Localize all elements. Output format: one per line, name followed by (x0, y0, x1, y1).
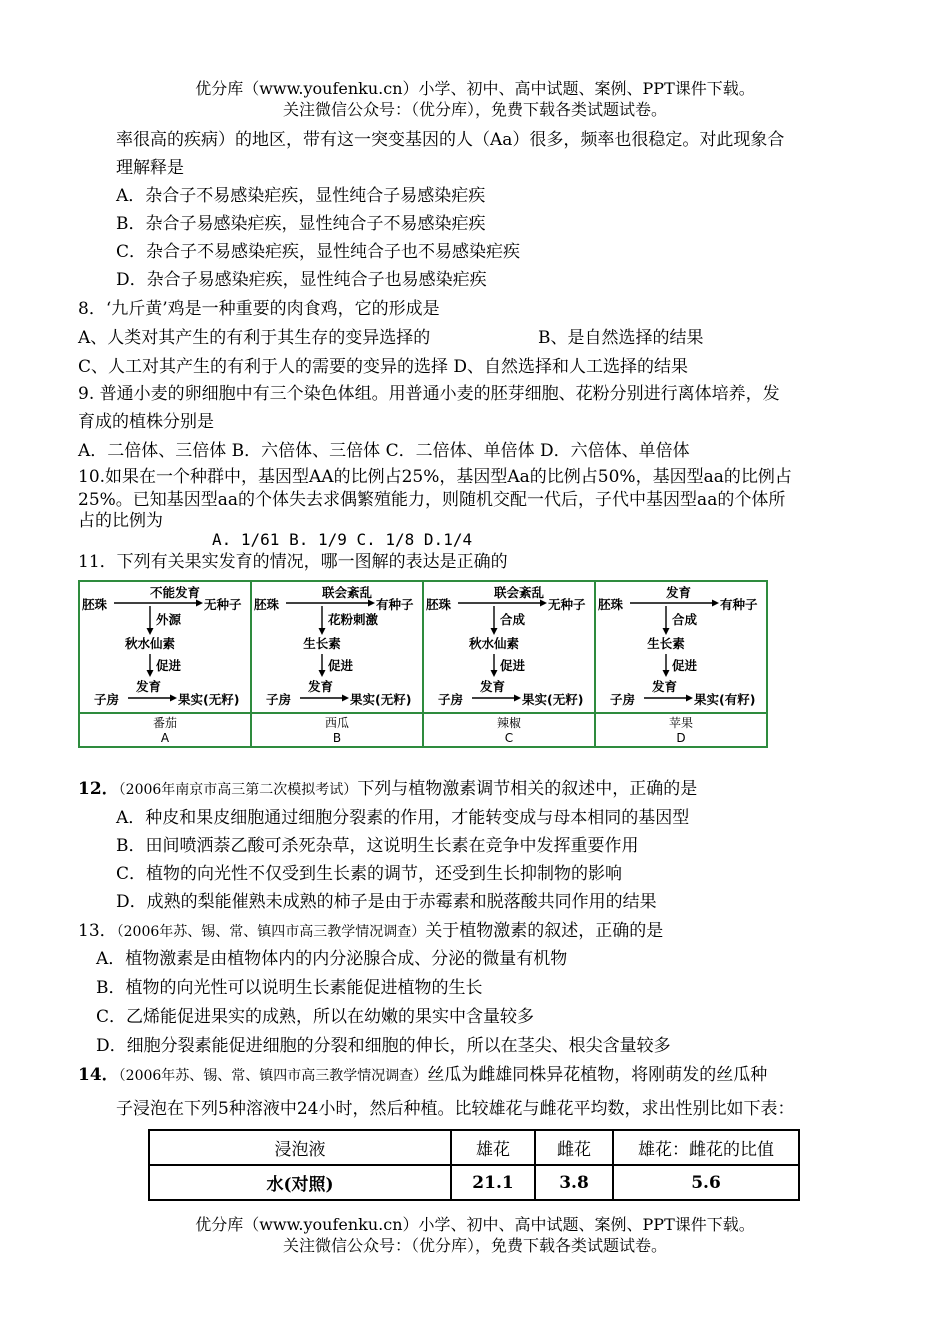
diagram-caption-letter: D (676, 731, 686, 745)
diagram-flow-svg (596, 582, 766, 710)
vertical-arrow-head (319, 670, 326, 677)
promote-label: 促进 (672, 658, 698, 673)
q12-option-d: D．成熟的梨能催熟未成熟的柿子是由于赤霉素和脱落酸共同作用的结果 (116, 892, 657, 912)
q7-option-c: C．杂合子不易感染疟疾，显性纯合子也不易感染疟疾 (116, 242, 521, 262)
q13-stem-line (78, 918, 663, 945)
table-header-cell: 雄花 (451, 1130, 535, 1165)
ovary-label: 子房 (438, 692, 464, 707)
q8-option-cd: C、人工对其产生的有利于人的需要的变异的选择 D、自然选择和人工选择的结果 (78, 357, 689, 377)
seed-result-label: 有种子 (720, 597, 758, 612)
top-arrow-label: 发育 (666, 585, 692, 600)
vertical-arrow-head (663, 628, 670, 635)
diagram-caption-fruit: 西瓜 (324, 716, 349, 730)
ovule-label: 胚珠 (426, 597, 452, 612)
diagram-caption (596, 712, 766, 750)
vertical-arrow-head (147, 670, 154, 677)
table-header-cell: 雌花 (535, 1130, 613, 1165)
q7-option-d: D．杂合子易感染疟疾，显性纯合子也易感染疟疾 (116, 270, 487, 290)
fruit-result-label: 果实(无籽) (350, 692, 412, 707)
seed-result-label: 无种子 (204, 597, 242, 612)
q13-option-a: A．植物激素是由植物体内的内分泌腺合成、分泌的微量有机物 (96, 949, 568, 969)
hormone-label: 生长素 (647, 636, 685, 651)
page-header-line1: 优分库（www.youfenku.cn）小学、初中、高中试题、案例、PPT课件下载。 (195, 79, 755, 98)
diagram-caption (252, 712, 422, 750)
table-header-cell: 雄花：雌花的比值 (613, 1130, 799, 1165)
bottom-arrow-head (170, 695, 177, 702)
diagram-caption (80, 712, 250, 750)
q12-stem: 下列与植物激素调节相关的叙述中，正确的是 (357, 779, 698, 799)
q11-stem: 11．下列有关果实发育的情况，哪一图解的表达是正确的 (78, 552, 508, 572)
top-arrow-head (712, 600, 719, 607)
bottom-arrow-label: 发育 (136, 679, 162, 694)
top-arrow-head (540, 600, 547, 607)
top-arrow-head (368, 600, 375, 607)
table-cell: 5.6 (613, 1165, 799, 1200)
diagram-caption-letter: B (332, 731, 342, 745)
page-footer-line2: 关注微信公众号：（优分库），免费下载各类试题试卷。 (282, 1236, 667, 1255)
q12-source: （2006年南京市高三第二次模拟考试） (118, 782, 358, 798)
source-label: 外源 (156, 612, 182, 627)
top-arrow-head (196, 600, 203, 607)
q13-number: 13． (78, 921, 117, 941)
vertical-arrow-head (319, 628, 326, 635)
seed-result-label: 有种子 (376, 597, 414, 612)
q14-source: （2006年苏、锡、常、镇四市高三教学情况调查） (118, 1068, 428, 1084)
q13-option-d: D．细胞分裂素能促进细胞的分裂和细胞的伸长，所以在茎尖、根尖含量较多 (96, 1036, 671, 1056)
q7-stem-cont2: 理解释是 (116, 158, 184, 178)
fruit-result-label: 果实(无籽) (522, 692, 584, 707)
hormone-label: 生长素 (303, 636, 341, 651)
page-footer-line1: 优分库（www.youfenku.cn）小学、初中、高中试题、案例、PPT课件下载。 (195, 1215, 755, 1234)
bottom-arrow-head (342, 695, 349, 702)
diagram-panel-d (596, 582, 766, 746)
vertical-arrow-head (491, 670, 498, 677)
top-arrow-label: 联会紊乱 (322, 585, 373, 600)
fruit-development-diagram (78, 580, 768, 748)
source-label: 花粉刺激 (328, 612, 379, 627)
q13-option-b: B．植物的向光性可以说明生长素能促进植物的生长 (96, 978, 483, 998)
fruit-result-label: 果实(有籽) (694, 692, 756, 707)
vertical-arrow-head (663, 670, 670, 677)
seed-result-label: 无种子 (548, 597, 586, 612)
diagram-panel-b (252, 582, 424, 746)
q7-option-b: B．杂合子易感染疟疾，显性纯合子不易感染疟疾 (116, 214, 486, 234)
ovary-label: 子房 (94, 692, 120, 707)
q7-option-a: A．杂合子不易感染疟疾，显性纯合子易感染疟疾 (116, 186, 486, 206)
q12-option-c: C．植物的向光性不仅受到生长素的调节，还受到生长抑制物的影响 (116, 864, 623, 884)
ovule-label: 胚珠 (82, 597, 108, 612)
bottom-arrow-label: 发育 (308, 679, 334, 694)
bottom-arrow-label: 发育 (652, 679, 678, 694)
q9-stem2: 育成的植株分别是 (78, 412, 214, 432)
q10-stem2: 25%。已知基因型aa的个体失去求偶繁殖能力，则随机交配一代后，子代中基因型aa的个体所 (78, 490, 786, 510)
q8-stem: 8．‘九斤黄’鸡是一种重要的肉食鸡，它的形成是 (78, 299, 440, 319)
top-arrow-label: 联会紊乱 (494, 585, 545, 600)
bottom-arrow-head (514, 695, 521, 702)
source-label: 合成 (500, 612, 526, 627)
ovule-label: 胚珠 (598, 597, 624, 612)
q10-stem3: 占的比例为 (78, 511, 163, 531)
diagram-caption-fruit: 辣椒 (496, 716, 521, 730)
table-cell: 21.1 (451, 1165, 535, 1200)
q14-stem2: 子浸泡在下列5种溶液中24小时，然后种植。比较雄花与雌花平均数，求出性别比如下表： (116, 1099, 795, 1119)
diagram-caption (424, 712, 594, 750)
q9-options: A．二倍体、三倍体 B．六倍体、三倍体 C．二倍体、单倍体 D．六倍体、单倍体 (78, 441, 690, 461)
diagram-panel-a (80, 582, 252, 746)
diagram-panel-c (424, 582, 596, 746)
q13-stem: 关于植物激素的叙述，正确的是 (425, 921, 664, 941)
vertical-arrow-head (147, 628, 154, 635)
q10-options: A. 1/61 B. 1/9 C. 1/8 D.1/4 (212, 530, 473, 549)
table-header-cell: 浸泡液 (149, 1130, 451, 1165)
ovule-label: 胚珠 (254, 597, 280, 612)
q14-stem1: 丝瓜为雌雄同株异花植物，将刚萌发的丝瓜种 (427, 1065, 768, 1085)
q13-option-c: C．乙烯能促进果实的成熟，所以在幼嫩的果实中含量较多 (96, 1007, 535, 1027)
fruit-result-label: 果实(无籽) (178, 692, 240, 707)
q12-option-b: B．田间喷洒萘乙酸可杀死杂草，这说明生长素在竞争中发挥重要作用 (116, 836, 639, 856)
top-arrow-label: 不能发育 (150, 585, 201, 600)
vertical-arrow-head (491, 628, 498, 635)
diagram-caption-fruit: 苹果 (668, 716, 693, 730)
bottom-arrow-label: 发育 (480, 679, 506, 694)
ovary-label: 子房 (266, 692, 292, 707)
q13-source: （2006年苏、锡、常、镇四市高三教学情况调查） (116, 924, 426, 940)
promote-label: 促进 (328, 658, 354, 673)
q9-stem1: 9. 普通小麦的卵细胞中有三个染色体组。用普通小麦的胚芽细胞、花粉分别进行离体培养，发 (78, 384, 780, 404)
q12-option-a: A．种皮和果皮细胞通过细胞分裂素的作用，才能转变成与母本相同的基因型 (116, 808, 690, 828)
q8-option-a: A、人类对其产生的有利于其生存的变异选择的 (78, 328, 431, 348)
q10-stem1: 10.如果在一个种群中，基因型AA的比例占25%，基因型Aa的比例占50%，基因型aa的比例占 (78, 467, 792, 487)
diagram-flow-svg (424, 582, 596, 710)
page-header-line2: 关注微信公众号：（优分库），免费下载各类试题试卷。 (282, 100, 667, 119)
promote-label: 促进 (500, 658, 526, 673)
q7-stem-cont1: 率很高的疾病）的地区，带有这一突变基因的人（Aa）很多，频率也很稳定。对此现象合 (116, 130, 785, 150)
diagram-flow-svg (252, 582, 424, 710)
ovary-label: 子房 (610, 692, 636, 707)
hormone-label: 秋水仙素 (124, 636, 176, 651)
source-label: 合成 (672, 612, 698, 627)
table-cell: 水(对照) (149, 1165, 451, 1200)
soak-solution-table (148, 1129, 800, 1201)
diagram-flow-svg (80, 582, 252, 710)
q8-option-b: B、是自然选择的结果 (538, 328, 704, 348)
q14-stem-line (78, 1062, 767, 1089)
diagram-caption-letter: A (160, 731, 170, 745)
q12-number: 12． (78, 779, 119, 799)
hormone-label: 秋水仙素 (468, 636, 520, 651)
bottom-arrow-head (686, 695, 693, 702)
q14-number: 14． (78, 1065, 119, 1085)
promote-label: 促进 (156, 658, 182, 673)
q12-stem-line (78, 776, 697, 803)
diagram-caption-fruit: 番茄 (152, 716, 177, 730)
table-row (149, 1165, 799, 1200)
table-cell: 3.8 (535, 1165, 613, 1200)
table-header-row (149, 1130, 799, 1165)
diagram-caption-letter: C (504, 731, 514, 745)
